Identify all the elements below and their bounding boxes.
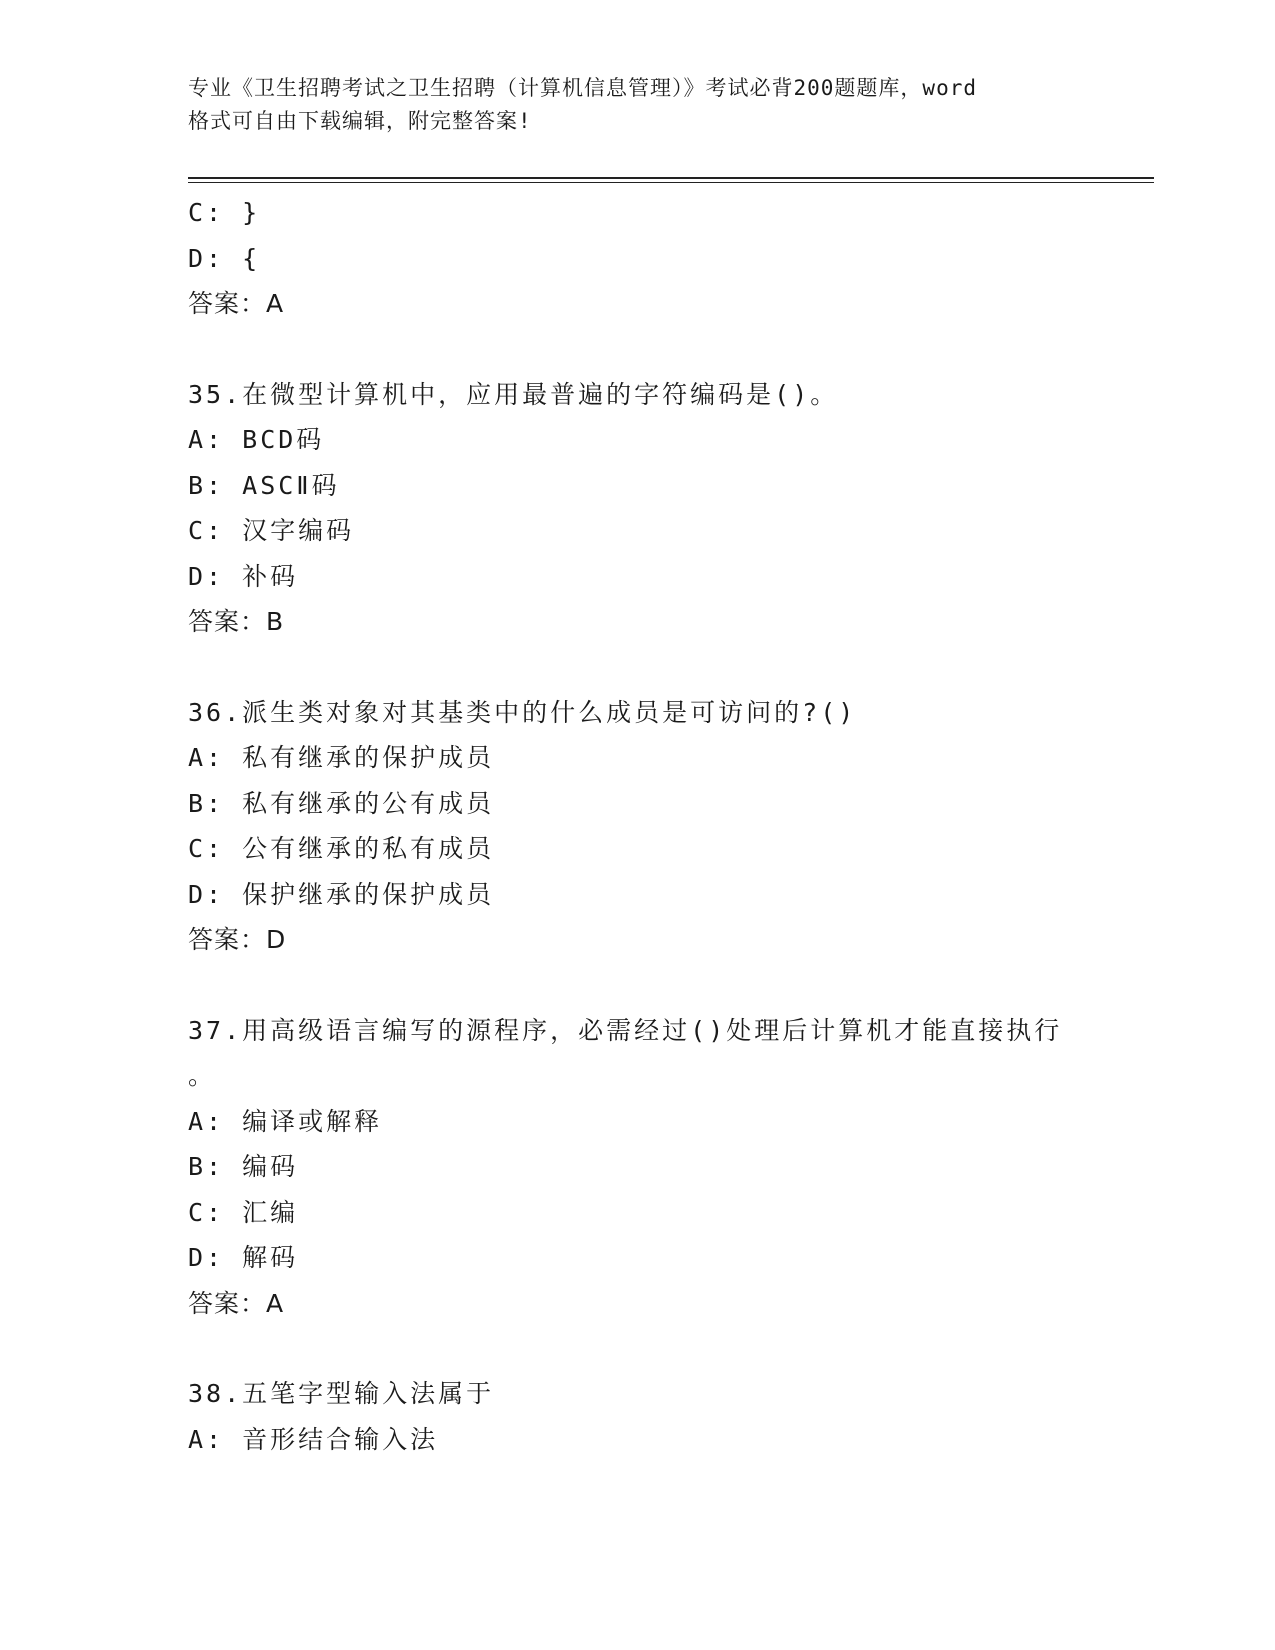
header-title-line-1: 专业《卫生招聘考试之卫生招聘（计算机信息管理）》考试必背200题题库，word xyxy=(188,76,977,100)
option-d: D: 保护继承的保护成员 xyxy=(188,879,495,909)
question-37 xyxy=(188,1008,1088,1327)
question-title-continuation: 。 xyxy=(188,1061,217,1090)
answer-line: 答案：B xyxy=(188,607,285,636)
header-title-line-2: 格式可自由下载编辑，附完整答案! xyxy=(188,109,532,133)
question-36 xyxy=(188,690,1088,963)
answer-line: 答案：A xyxy=(188,1288,285,1318)
option-c: C: 公有继承的私有成员 xyxy=(188,834,495,863)
option-a: A: 音形结合输入法 xyxy=(188,1424,439,1454)
question-title: 38.五笔字型输入法属于 xyxy=(188,1379,495,1408)
option-b: B: 编码 xyxy=(188,1152,299,1181)
question-list xyxy=(188,190,1088,1462)
question-title: 35.在微型计算机中，应用最普遍的字符编码是()。 xyxy=(188,379,839,409)
answer-line: 答案：A xyxy=(188,289,285,318)
question-35 xyxy=(188,372,1088,645)
question-title: 37.用高级语言编写的源程序，必需经过()处理后计算机才能直接执行 xyxy=(188,1015,1063,1045)
header-divider-thin xyxy=(188,182,1154,183)
option-c: C: } xyxy=(188,198,261,227)
option-c: C: 汇编 xyxy=(188,1197,299,1227)
question-38 xyxy=(188,1371,1088,1462)
option-b: B: ASCⅡ码 xyxy=(188,470,340,500)
option-a: A: 私有继承的保护成员 xyxy=(188,743,495,772)
option-a: A: 编译或解释 xyxy=(188,1106,383,1136)
header-divider-thick xyxy=(188,177,1154,179)
option-d: D: 解码 xyxy=(188,1243,299,1272)
question-title: 36.派生类对象对其基类中的什么成员是可访问的?() xyxy=(188,697,857,727)
option-a: A: BCD码 xyxy=(188,425,325,454)
question-34-partial xyxy=(188,190,1088,327)
document-header xyxy=(188,72,1088,138)
option-d: D: { xyxy=(188,243,261,273)
option-d: D: 补码 xyxy=(188,561,299,591)
option-b: B: 私有继承的公有成员 xyxy=(188,788,495,818)
answer-line: 答案：D xyxy=(188,925,287,954)
option-c: C: 汉字编码 xyxy=(188,516,355,545)
